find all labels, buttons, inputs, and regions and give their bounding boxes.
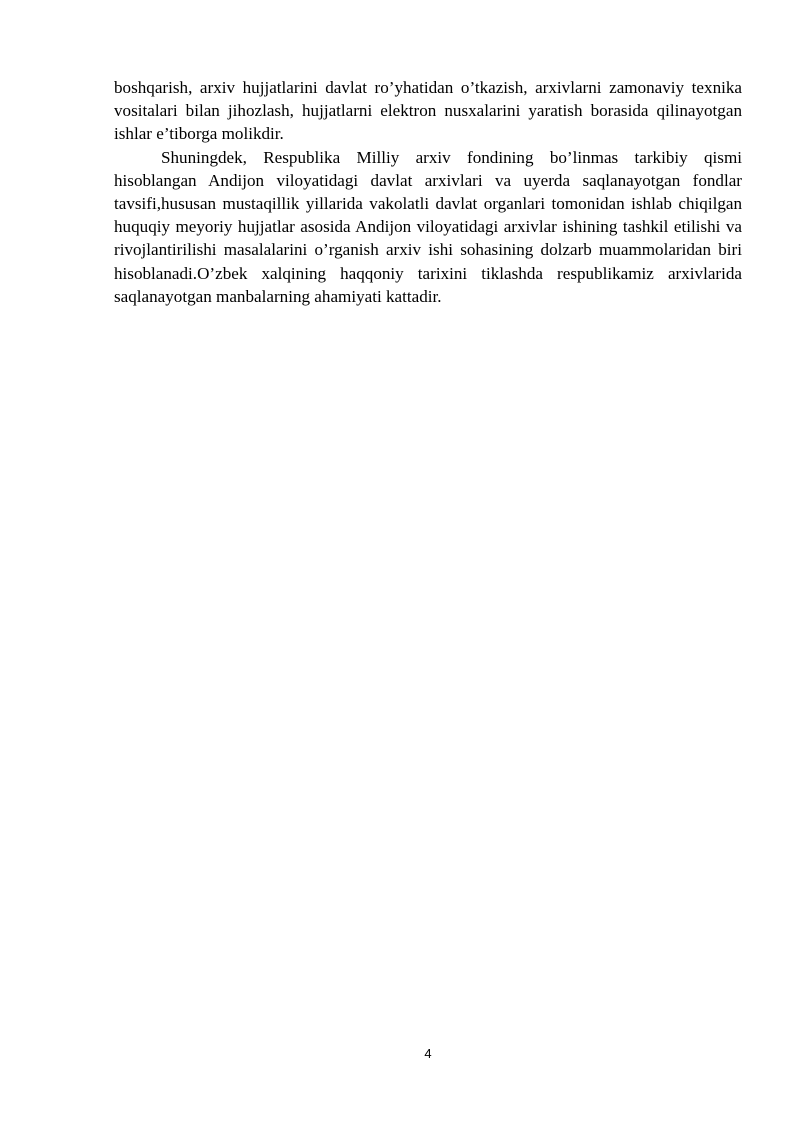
body-text	[114, 76, 742, 308]
page-number: 4	[424, 1046, 432, 1061]
paragraph-continuation: boshqarish, arxiv hujjatlarini davlat ro’yhatidan o’tkazish, arxivlarni zamonaviy texnika vositalari bilan jihozlash, hujjatlarni elektron nusxalarini yaratish borasida qilinayotgan ishlar e’tiborga molikdir.	[114, 78, 742, 144]
paragraph-andijon-archives: Shuningdek, Respublika Milliy arxiv fondining bo’linmas tarkibiy qismi hisoblangan Andijon viloyatidagi davlat arxivlari va uyerda saqlanayotgan fondlar tavsifi,hususan mustaqillik yillarida vakolatli davlat organlari tomonidan ishlab chiqilgan huquqiy meyoriy hujjatlar asosida Andijon viloyatidagi arxivlar ishining tashkil etilishi va rivojlantirilishi masalalarini o’rganish arxiv ishi sohasining dolzarb muammolaridan biri hisoblanadi.O’zbek xalqining haqqoniy tarixini tiklashda respublikamiz arxivlarida saqlanayotgan manbalarning ahamiyati kattadir.	[114, 147, 742, 306]
